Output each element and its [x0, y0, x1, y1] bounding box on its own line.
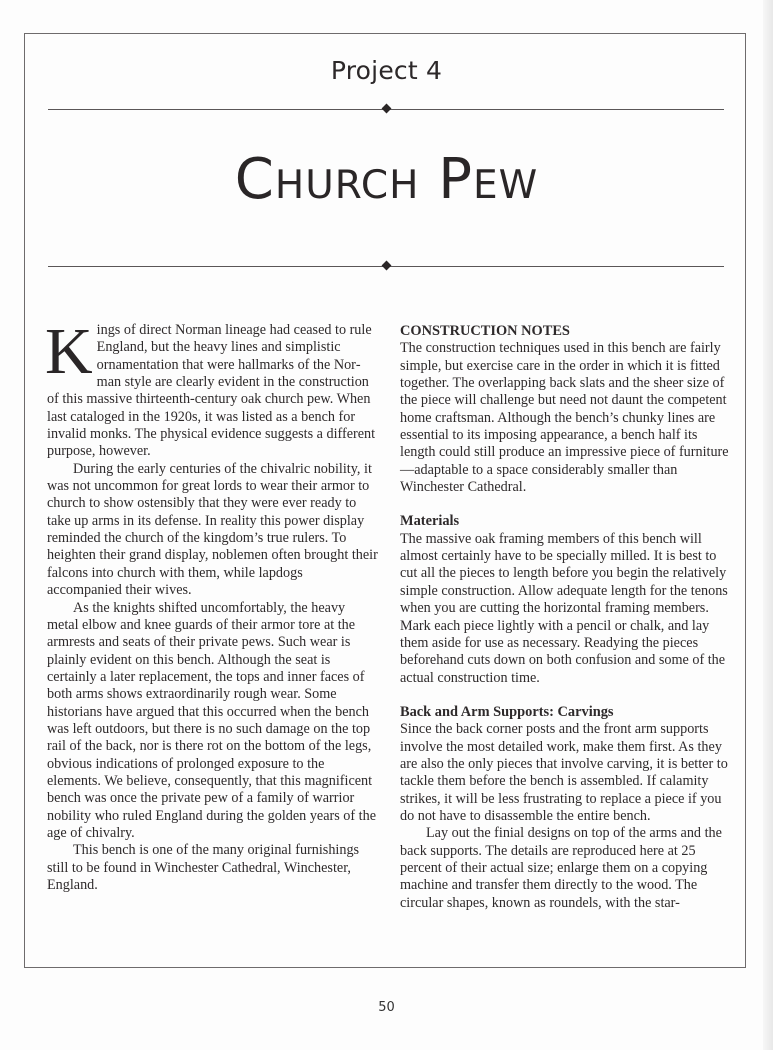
- paragraph: As the knights shifted uncomfortably, the heavy metal elbow and knee guards of their armor tore at the armrests and seats of their private pews. Such wear is plainly evident on this bench. Although the seat is certainly a later replacement, the tops and inner faces of both arms shows extraordinarily rough wear. Some historians have argued that this occurred when the bench was left outdoors, but there is no such damage on the top rail of the back, nor is there rot on the bottom of the legs, obvious indications of prolonged exposure to the elements. We believe, consequently, that this magnificent bench was once the private pew of a family of warrior nobility who ruled England during the golden years of the age of chivalry.: [47, 599, 377, 841]
- construction-notes-body: The construction techniques used in this bench are fairly simple, but exercise care in the order in which it is fitted together. The overlapping back slats and the sheer size of the piece will challenge but need not daunt the competent home craftsman. Although the bench’s chunky lines are essential to its imposing appearance, a bench half its length could still produce an impressive piece of furniture—adaptable to a space considerably smaller than Winchester Cathedral.: [400, 340, 729, 496]
- construction-notes-heading: CONSTRUCTION NOTES: [400, 323, 570, 339]
- page-number: 50: [378, 1000, 395, 1015]
- section-gap: [400, 687, 730, 704]
- left-column: [45, 315, 378, 894]
- carvings-heading: Back and Arm Supports: Carvings: [400, 703, 614, 720]
- carvings-paragraph: Since the back corner posts and the front arm supports involve the most detailed work, make them first. As they are also the only pieces that involve carving, it is better to tackle them before the bench is assembled. If calamity strikes, it will be less frustrating to replace a piece if you do not have to disassemble the entire bench.: [400, 721, 728, 824]
- carvings-paragraph: Lay out the finial designs on top of the arms and the back supports. The details are reproduced here at 25 percent of their actual size; enlarge them on a copying machine and transfer them directly to the wood. The circular shapes, known as roundels, with the star-: [400, 825, 722, 911]
- page-title: Church Pew: [234, 147, 539, 212]
- section-gap: [400, 496, 730, 513]
- project-label: Project 4: [330, 56, 443, 85]
- intro-paragraph: [45, 315, 378, 461]
- drop-cap: K: [45, 315, 93, 388]
- paragraph: This bench is one of the many original furnishings still to be found in Winchester Cathedral, Winchester, England.: [47, 842, 360, 893]
- paragraph: During the early centuries of the chivalric nobility, it was not uncommon for great lords to wear their armor to church to show ostensibly that they were ever ready to take up arms in its defense. In reality this power display reminded the church of the kingdom’s true rulers. To heighten their grand display, noblemen often brought their falcons into church with them, while lapdogs accompanied their wives.: [47, 460, 378, 599]
- right-column: [400, 323, 730, 912]
- materials-body: The massive oak framing members of this bench will almost certainly have to be specially milled. It is best to cut all the pieces to length before you begin the relatively simple construction. Allow adequate length for the tenons when you are cutting the horizontal framing members. Mark each piece lightly with a pencil or chalk, and lay them aside for use as necessary. Readying the pieces beforehand cuts down on both confusion and some of the actual construction time.: [400, 530, 728, 686]
- materials-heading: Materials: [400, 513, 460, 530]
- intro-text: ings of direct Norman lineage had ceased to rule England, but the heavy lines and simplistic ornamentation that were hallmarks of the Norman style are clearly evident in the construction of this massive thirteenth-century oak church pew. When last cataloged in the 1920s, it was listed as a bench for invalid monks. The physical evidence suggests a different purpose, however.: [47, 322, 376, 460]
